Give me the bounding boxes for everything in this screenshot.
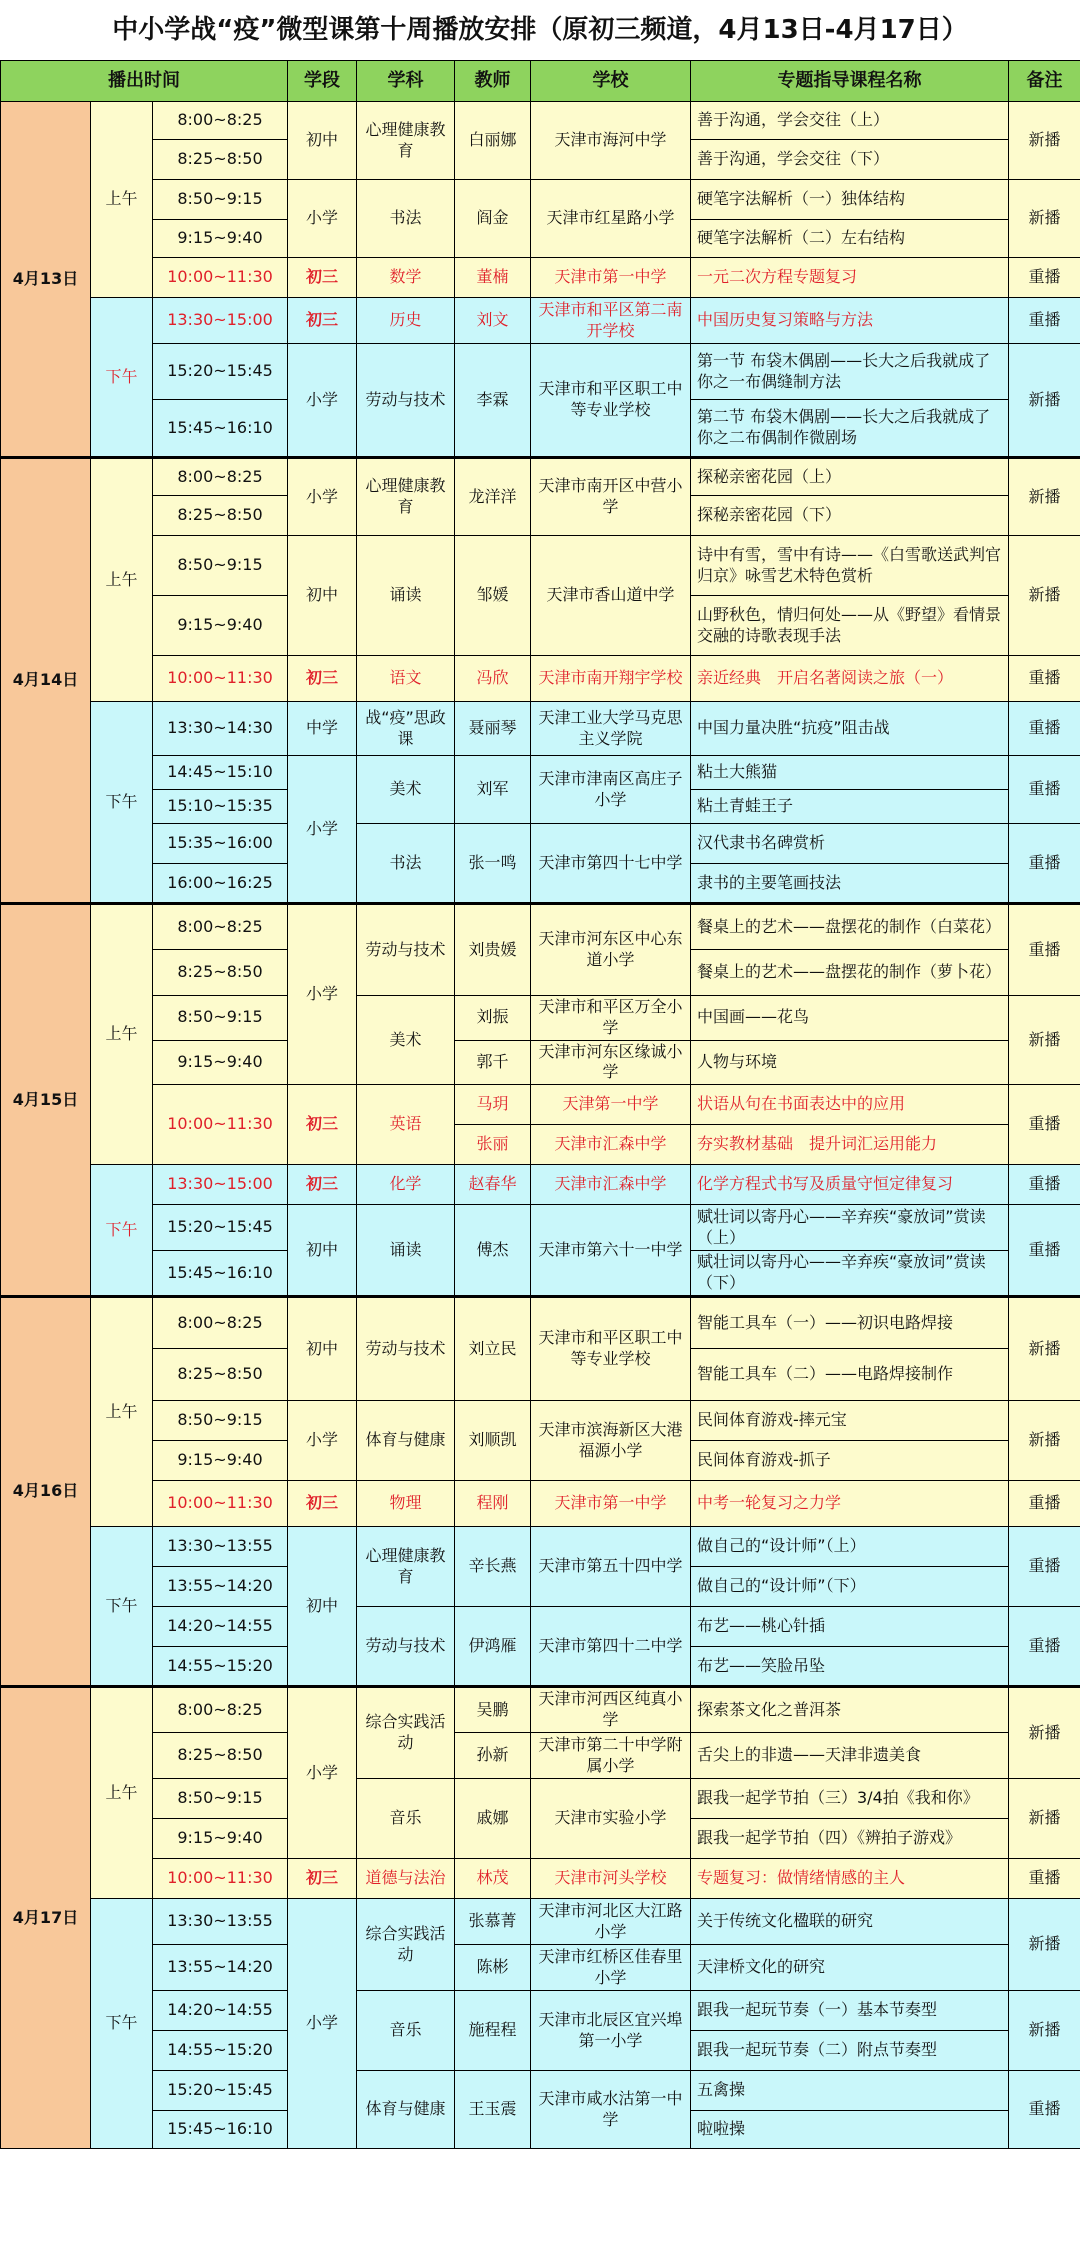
cell-half: 上午 <box>91 1297 153 1527</box>
schedule-row <box>1 996 1080 1041</box>
cell-time: 15:45~16:10 <box>153 2111 288 2149</box>
cell-teacher: 刘军 <box>455 756 531 824</box>
cell-subject: 诵读 <box>357 1205 455 1297</box>
cell-teacher: 阎金 <box>455 180 531 258</box>
cell-grade: 初三 <box>288 656 357 702</box>
cell-subject: 美术 <box>357 996 455 1085</box>
cell-teacher: 白丽娜 <box>455 102 531 180</box>
cell-note: 重播 <box>1009 2071 1080 2149</box>
cell-half: 上午 <box>91 904 153 1165</box>
cell-school: 天津市第四十二中学 <box>531 1607 691 1687</box>
schedule-row <box>1 458 1080 496</box>
cell-note: 重播 <box>1009 1165 1080 1205</box>
cell-time: 15:45~16:10 <box>153 400 288 458</box>
cell-note: 新播 <box>1009 180 1080 258</box>
cell-time: 8:25~8:50 <box>153 1733 288 1779</box>
cell-topic: 布艺——桃心针插 <box>691 1607 1009 1647</box>
cell-teacher: 刘文 <box>455 298 531 344</box>
cell-time: 16:00~16:25 <box>153 864 288 904</box>
cell-time: 9:15~9:40 <box>153 1040 288 1085</box>
cell-school: 天津市南开翔宇学校 <box>531 656 691 702</box>
cell-grade: 中学 <box>288 702 357 756</box>
cell-time: 8:00~8:25 <box>153 102 288 140</box>
cell-subject: 战“疫”思政课 <box>357 702 455 756</box>
cell-note: 新播 <box>1009 536 1080 656</box>
cell-subject: 心理健康教育 <box>357 458 455 536</box>
cell-teacher: 伊鸿雁 <box>455 1607 531 1687</box>
cell-note: 新播 <box>1009 102 1080 180</box>
schedule-row <box>1 2071 1080 2111</box>
cell-teacher: 郭千 <box>455 1040 531 1085</box>
cell-topic: 舌尖上的非遗——天津非遗美食 <box>691 1733 1009 1779</box>
cell-teacher: 聂丽琴 <box>455 702 531 756</box>
cell-school: 天津市河东区中心东道小学 <box>531 904 691 996</box>
cell-grade: 初中 <box>288 1297 357 1401</box>
cell-school: 天津市津南区高庄子小学 <box>531 756 691 824</box>
cell-teacher: 刘贵媛 <box>455 904 531 996</box>
date-cell: 4月16日 <box>1 1297 91 1687</box>
cell-teacher: 刘立民 <box>455 1297 531 1401</box>
cell-note: 重播 <box>1009 702 1080 756</box>
schedule-row <box>1 1040 1080 1085</box>
cell-subject: 劳动与技术 <box>357 1607 455 1687</box>
cell-grade: 初三 <box>288 298 357 344</box>
cell-half: 下午 <box>91 1165 153 1297</box>
cell-note: 新播 <box>1009 1779 1080 1859</box>
cell-topic: 第一节 布袋木偶剧——长大之后我就成了你之一布偶缝制方法 <box>691 344 1009 400</box>
cell-school: 天津市海河中学 <box>531 102 691 180</box>
cell-time: 13:30~15:00 <box>153 1165 288 1205</box>
cell-time: 14:55~15:20 <box>153 2031 288 2071</box>
cell-time: 9:15~9:40 <box>153 1819 288 1859</box>
schedule-row <box>1 1085 1080 1125</box>
schedule-row <box>1 1165 1080 1205</box>
schedule-row <box>1 1899 1080 1945</box>
cell-school: 天津市第二十中学附属小学 <box>531 1733 691 1779</box>
cell-teacher: 张一鸣 <box>455 824 531 904</box>
cell-topic: 中国力量决胜“抗疫”阻击战 <box>691 702 1009 756</box>
cell-grade: 小学 <box>288 904 357 1085</box>
header-topic: 专题指导课程名称 <box>691 61 1009 102</box>
cell-topic: 跟我一起玩节奏（二）附点节奏型 <box>691 2031 1009 2071</box>
cell-topic: 探秘亲密花园（上） <box>691 458 1009 496</box>
cell-topic: 粘土青蛙王子 <box>691 790 1009 824</box>
cell-school: 天津市第四十七中学 <box>531 824 691 904</box>
cell-time: 14:45~15:10 <box>153 756 288 790</box>
cell-subject: 道德与法治 <box>357 1859 455 1899</box>
schedule-row <box>1 656 1080 702</box>
schedule-row <box>1 1481 1080 1527</box>
cell-time: 13:30~13:55 <box>153 1527 288 1567</box>
cell-topic: 隶书的主要笔画技法 <box>691 864 1009 904</box>
cell-subject: 心理健康教育 <box>357 1527 455 1607</box>
cell-grade: 小学 <box>288 180 357 258</box>
cell-teacher: 张慕菁 <box>455 1899 531 1945</box>
cell-topic: 探索茶文化之普洱茶 <box>691 1687 1009 1733</box>
cell-note: 重播 <box>1009 656 1080 702</box>
cell-subject: 综合实践活动 <box>357 1687 455 1779</box>
cell-topic: 善于沟通，学会交往（上） <box>691 102 1009 140</box>
cell-subject: 体育与健康 <box>357 2071 455 2149</box>
cell-time: 15:10~15:35 <box>153 790 288 824</box>
cell-teacher: 马玥 <box>455 1085 531 1125</box>
cell-teacher: 戚娜 <box>455 1779 531 1859</box>
cell-school: 天津市河头学校 <box>531 1859 691 1899</box>
cell-subject: 书法 <box>357 180 455 258</box>
schedule-row <box>1 1297 1080 1349</box>
cell-grade: 初中 <box>288 536 357 656</box>
cell-subject: 美术 <box>357 756 455 824</box>
cell-topic: 中考一轮复习之力学 <box>691 1481 1009 1527</box>
cell-topic: 山野秋色，情归何处——从《野望》看情景交融的诗歌表现手法 <box>691 596 1009 656</box>
header-teacher: 教师 <box>455 61 531 102</box>
cell-teacher: 李霖 <box>455 344 531 458</box>
schedule-row <box>1 258 1080 298</box>
cell-school: 天津市汇森中学 <box>531 1165 691 1205</box>
cell-teacher: 龙洋洋 <box>455 458 531 536</box>
schedule-table <box>0 60 1080 2149</box>
schedule-row <box>1 904 1080 950</box>
cell-grade: 初中 <box>288 102 357 180</box>
cell-time: 10:00~11:30 <box>153 1085 288 1165</box>
cell-note: 新播 <box>1009 996 1080 1085</box>
cell-teacher: 孙新 <box>455 1733 531 1779</box>
cell-grade: 初三 <box>288 1481 357 1527</box>
cell-school: 天津市北辰区宜兴埠第一小学 <box>531 1991 691 2071</box>
cell-note: 重播 <box>1009 1859 1080 1899</box>
cell-school: 天津市第五十四中学 <box>531 1527 691 1607</box>
cell-time: 8:50~9:15 <box>153 180 288 220</box>
cell-teacher: 辛长燕 <box>455 1527 531 1607</box>
cell-half: 上午 <box>91 102 153 298</box>
cell-teacher: 傅杰 <box>455 1205 531 1297</box>
date-cell: 4月15日 <box>1 904 91 1297</box>
schedule-row <box>1 1527 1080 1567</box>
cell-half: 上午 <box>91 1687 153 1899</box>
cell-school: 天津市河北区大江路小学 <box>531 1899 691 1945</box>
cell-time: 15:20~15:45 <box>153 344 288 400</box>
cell-topic: 跟我一起学节拍（四）《辨拍子游戏》 <box>691 1819 1009 1859</box>
cell-topic: 夯实教材基础 提升词汇运用能力 <box>691 1125 1009 1165</box>
cell-note: 重播 <box>1009 904 1080 996</box>
cell-school: 天津工业大学马克思主义学院 <box>531 702 691 756</box>
cell-school: 天津市河东区缘诚小学 <box>531 1040 691 1085</box>
cell-school: 天津市和平区职工中等专业学校 <box>531 344 691 458</box>
cell-topic: 粘土大熊猫 <box>691 756 1009 790</box>
cell-teacher: 林茂 <box>455 1859 531 1899</box>
cell-note: 重播 <box>1009 824 1080 904</box>
schedule-row <box>1 1607 1080 1647</box>
cell-time: 14:20~14:55 <box>153 1607 288 1647</box>
cell-school: 天津市河西区纯真小学 <box>531 1687 691 1733</box>
cell-grade: 初三 <box>288 1085 357 1165</box>
cell-subject: 体育与健康 <box>357 1401 455 1481</box>
cell-time: 8:50~9:15 <box>153 996 288 1041</box>
schedule-row <box>1 1733 1080 1779</box>
cell-teacher: 赵春华 <box>455 1165 531 1205</box>
cell-note: 重播 <box>1009 298 1080 344</box>
cell-topic: 一元二次方程专题复习 <box>691 258 1009 298</box>
cell-topic: 汉代隶书名碑赏析 <box>691 824 1009 864</box>
cell-school: 天津市滨海新区大港福源小学 <box>531 1401 691 1481</box>
cell-subject: 化学 <box>357 1165 455 1205</box>
cell-topic: 智能工具车（一）——初识电路焊接 <box>691 1297 1009 1349</box>
cell-note: 重播 <box>1009 1607 1080 1687</box>
cell-topic: 啦啦操 <box>691 2111 1009 2149</box>
cell-time: 9:15~9:40 <box>153 220 288 258</box>
schedule-row <box>1 1779 1080 1819</box>
cell-time: 13:55~14:20 <box>153 1567 288 1607</box>
cell-time: 8:25~8:50 <box>153 950 288 996</box>
cell-subject: 劳动与技术 <box>357 1297 455 1401</box>
cell-topic: 硬笔字法解析（二）左右结构 <box>691 220 1009 258</box>
schedule-row <box>1 102 1080 140</box>
cell-school: 天津市和平区万全小学 <box>531 996 691 1041</box>
cell-time: 15:20~15:45 <box>153 1205 288 1251</box>
cell-time: 13:30~15:00 <box>153 298 288 344</box>
cell-school: 天津市汇森中学 <box>531 1125 691 1165</box>
cell-school: 天津市香山道中学 <box>531 536 691 656</box>
cell-topic: 亲近经典 开启名著阅读之旅（一） <box>691 656 1009 702</box>
cell-time: 8:25~8:50 <box>153 140 288 180</box>
cell-topic: 餐桌上的艺术——盘摆花的制作（萝卜花） <box>691 950 1009 996</box>
cell-topic: 中国画——花鸟 <box>691 996 1009 1041</box>
cell-topic: 人物与环境 <box>691 1040 1009 1085</box>
cell-grade: 初三 <box>288 258 357 298</box>
cell-half: 下午 <box>91 298 153 458</box>
schedule-row <box>1 1401 1080 1441</box>
cell-time: 8:00~8:25 <box>153 904 288 950</box>
cell-teacher: 陈彬 <box>455 1945 531 1991</box>
cell-subject: 心理健康教育 <box>357 102 455 180</box>
cell-subject: 音乐 <box>357 1779 455 1859</box>
page-title: 中小学战“疫”微型课第十周播放安排（原初三频道，4月13日-4月17日） <box>112 15 968 45</box>
cell-grade: 小学 <box>288 756 357 904</box>
cell-half: 下午 <box>91 702 153 904</box>
cell-school: 天津市和平区第二南开学校 <box>531 298 691 344</box>
cell-time: 14:20~14:55 <box>153 1991 288 2031</box>
cell-subject: 语文 <box>357 656 455 702</box>
cell-half: 上午 <box>91 458 153 702</box>
cell-topic: 关于传统文化楹联的研究 <box>691 1899 1009 1945</box>
cell-time: 8:25~8:50 <box>153 496 288 536</box>
cell-topic: 做自己的“设计师”（上） <box>691 1527 1009 1567</box>
schedule-row <box>1 298 1080 344</box>
cell-teacher: 邹媛 <box>455 536 531 656</box>
cell-topic: 布艺——笑脸吊坠 <box>691 1647 1009 1687</box>
header-school: 学校 <box>531 61 691 102</box>
cell-school: 天津市红桥区佳春里小学 <box>531 1945 691 1991</box>
cell-teacher: 程刚 <box>455 1481 531 1527</box>
cell-subject: 综合实践活动 <box>357 1899 455 1991</box>
cell-time: 8:50~9:15 <box>153 536 288 596</box>
cell-time: 8:50~9:15 <box>153 1401 288 1441</box>
cell-time: 9:15~9:40 <box>153 1441 288 1481</box>
cell-topic: 第二节 布袋木偶剧——长大之后我就成了你之二布偶制作微剧场 <box>691 400 1009 458</box>
cell-grade: 小学 <box>288 458 357 536</box>
cell-note: 新播 <box>1009 344 1080 458</box>
cell-grade: 小学 <box>288 1401 357 1481</box>
date-cell: 4月13日 <box>1 102 91 458</box>
cell-subject: 劳动与技术 <box>357 344 455 458</box>
cell-note: 重播 <box>1009 1085 1080 1165</box>
cell-grade: 小学 <box>288 1687 357 1859</box>
header-note: 备注 <box>1009 61 1080 102</box>
schedule-row <box>1 180 1080 220</box>
cell-school: 天津市南开区中营小学 <box>531 458 691 536</box>
cell-topic: 专题复习：做情绪情感的主人 <box>691 1859 1009 1899</box>
cell-grade: 初中 <box>288 1527 357 1687</box>
cell-school: 天津市实验小学 <box>531 1779 691 1859</box>
schedule-row <box>1 1687 1080 1733</box>
cell-topic: 天津桥文化的研究 <box>691 1945 1009 1991</box>
cell-teacher: 施程程 <box>455 1991 531 2071</box>
cell-time: 8:00~8:25 <box>153 1687 288 1733</box>
cell-half: 下午 <box>91 1899 153 2149</box>
cell-teacher: 刘振 <box>455 996 531 1041</box>
cell-teacher: 董楠 <box>455 258 531 298</box>
cell-note: 新播 <box>1009 1297 1080 1401</box>
cell-time: 15:20~15:45 <box>153 2071 288 2111</box>
cell-time: 10:00~11:30 <box>153 1859 288 1899</box>
header-time: 播出时间 <box>1 61 288 102</box>
cell-subject: 劳动与技术 <box>357 904 455 996</box>
cell-topic: 五禽操 <box>691 2071 1009 2111</box>
schedule-row <box>1 1991 1080 2031</box>
header-row <box>1 61 1080 102</box>
cell-topic: 赋壮词以寄丹心——辛弃疾“豪放词”赏读（下） <box>691 1251 1009 1297</box>
cell-note: 新播 <box>1009 1687 1080 1779</box>
header-subject: 学科 <box>357 61 455 102</box>
cell-grade: 小学 <box>288 1899 357 2149</box>
schedule-row <box>1 1205 1080 1251</box>
cell-time: 13:30~13:55 <box>153 1899 288 1945</box>
cell-subject: 书法 <box>357 824 455 904</box>
cell-topic: 民间体育游戏-抓子 <box>691 1441 1009 1481</box>
schedule-row <box>1 756 1080 790</box>
cell-school: 天津市红星路小学 <box>531 180 691 258</box>
cell-school: 天津市第一中学 <box>531 258 691 298</box>
cell-note: 新播 <box>1009 1899 1080 1991</box>
cell-note: 重播 <box>1009 1205 1080 1297</box>
cell-topic: 探秘亲密花园（下） <box>691 496 1009 536</box>
cell-subject: 数学 <box>357 258 455 298</box>
schedule-row <box>1 344 1080 400</box>
cell-topic: 硬笔字法解析（一）独体结构 <box>691 180 1009 220</box>
schedule-row <box>1 1859 1080 1899</box>
cell-topic: 化学方程式书写及质量守恒定律复习 <box>691 1165 1009 1205</box>
cell-teacher: 吴鹏 <box>455 1687 531 1733</box>
cell-time: 10:00~11:30 <box>153 656 288 702</box>
header-grade: 学段 <box>288 61 357 102</box>
cell-time: 9:15~9:40 <box>153 596 288 656</box>
cell-time: 13:55~14:20 <box>153 1945 288 1991</box>
date-cell: 4月17日 <box>1 1687 91 2149</box>
cell-note: 重播 <box>1009 258 1080 298</box>
cell-subject: 音乐 <box>357 1991 455 2071</box>
cell-note: 重播 <box>1009 1481 1080 1527</box>
cell-half: 下午 <box>91 1527 153 1687</box>
schedule-row <box>1 1945 1080 1991</box>
cell-note: 重播 <box>1009 1527 1080 1607</box>
cell-time: 8:25~8:50 <box>153 1349 288 1401</box>
cell-grade: 初三 <box>288 1165 357 1205</box>
cell-time: 8:00~8:25 <box>153 1297 288 1349</box>
cell-subject: 物理 <box>357 1481 455 1527</box>
cell-subject: 历史 <box>357 298 455 344</box>
cell-time: 10:00~11:30 <box>153 1481 288 1527</box>
cell-note: 新播 <box>1009 1401 1080 1481</box>
cell-topic: 诗中有雪，雪中有诗——《白雪歌送武判官归京》咏雪艺术特色赏析 <box>691 536 1009 596</box>
cell-topic: 状语从句在书面表达中的应用 <box>691 1085 1009 1125</box>
cell-topic: 跟我一起学节拍（三）3/4拍《我和你》 <box>691 1779 1009 1819</box>
cell-grade: 初三 <box>288 1859 357 1899</box>
cell-grade: 小学 <box>288 344 357 458</box>
cell-time: 15:35~16:00 <box>153 824 288 864</box>
cell-teacher: 张丽 <box>455 1125 531 1165</box>
cell-school: 天津第一中学 <box>531 1085 691 1125</box>
cell-note: 新播 <box>1009 458 1080 536</box>
cell-time: 8:50~9:15 <box>153 1779 288 1819</box>
schedule-row <box>1 702 1080 756</box>
cell-teacher: 刘顺凯 <box>455 1401 531 1481</box>
cell-note: 新播 <box>1009 1991 1080 2071</box>
cell-time: 8:00~8:25 <box>153 458 288 496</box>
cell-school: 天津市咸水沽第一中学 <box>531 2071 691 2149</box>
cell-topic: 民间体育游戏-摔元宝 <box>691 1401 1009 1441</box>
cell-teacher: 王玉震 <box>455 2071 531 2149</box>
cell-topic: 中国历史复习策略与方法 <box>691 298 1009 344</box>
cell-topic: 智能工具车（二）——电路焊接制作 <box>691 1349 1009 1401</box>
cell-school: 天津市第六十一中学 <box>531 1205 691 1297</box>
cell-topic: 跟我一起玩节奏（一）基本节奏型 <box>691 1991 1009 2031</box>
cell-subject: 诵读 <box>357 536 455 656</box>
cell-topic: 赋壮词以寄丹心——辛弃疾“豪放词”赏读（上） <box>691 1205 1009 1251</box>
schedule-row <box>1 536 1080 596</box>
cell-school: 天津市和平区职工中等专业学校 <box>531 1297 691 1401</box>
cell-time: 10:00~11:30 <box>153 258 288 298</box>
cell-time: 13:30~14:30 <box>153 702 288 756</box>
cell-topic: 善于沟通，学会交往（下） <box>691 140 1009 180</box>
date-cell: 4月14日 <box>1 458 91 904</box>
schedule-row <box>1 824 1080 864</box>
cell-topic: 餐桌上的艺术——盘摆花的制作（白菜花） <box>691 904 1009 950</box>
cell-school: 天津市第一中学 <box>531 1481 691 1527</box>
cell-teacher: 冯欣 <box>455 656 531 702</box>
cell-time: 15:45~16:10 <box>153 1251 288 1297</box>
cell-topic: 做自己的“设计师”（下） <box>691 1567 1009 1607</box>
cell-note: 重播 <box>1009 756 1080 824</box>
cell-time: 14:55~15:20 <box>153 1647 288 1687</box>
cell-grade: 初中 <box>288 1205 357 1297</box>
cell-subject: 英语 <box>357 1085 455 1165</box>
